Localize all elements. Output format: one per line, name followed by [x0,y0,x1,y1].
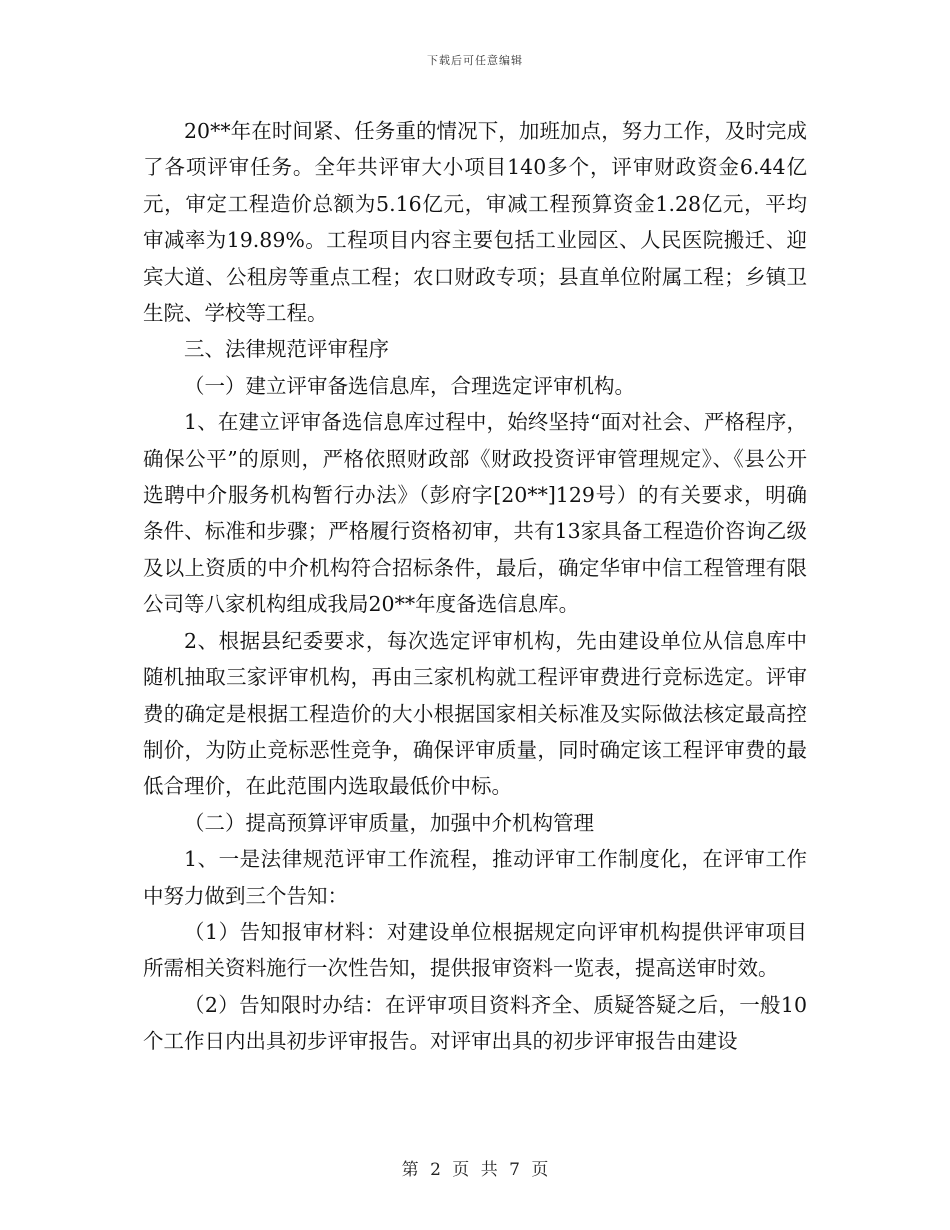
subheading-2: （二）提高预算评审质量，加强中介机构管理 [184,810,594,835]
paragraph-item-2: 2、根据县纪委要求，每次选定评审机构，先由建设单位从信息库中随机抽取三家评审机构，再由三家机构就工程评审费进行竞标选定。评审费的确定是根据工程造价的大小根据国家相关标准及实际做法核定最高控制价，为防止竞标恶性竞争，确保评审质量，同时确定该工程评审费的最低合理价，在此范围内选取最低价中标。 [143,628,807,799]
paragraph-item-workflow: 1、一是法律规范评审工作流程，推动评审工作制度化，在评审工作中努力做到三个告知： [143,847,807,908]
paragraph-item-1: 1、在建立评审备选信息库过程中，始终坚持“面对社会、严格程序，确保公平”的原则，严格依照财政部《财政投资评审管理规定》、《县公开选聘中介服务机构暂行办法》（彭府字[20**]129号）的有关要求，明确条件、标准和步骤；严格履行资格初审，共有13家具备工程造价咨询乙级及以上资质的中介机构符合招标条件，最后，确定华审中信工程管理有限公司等八家机构组成我局20**年度备选信息库。 [143,410,807,617]
paragraph-notice-1: （1）告知报审材料：对建设单位根据规定向评审机构提供评审项目所需相关资料施行一次性告知，提供报审资料一览表，提高送审时效。 [143,919,807,981]
subheading-1: （一）建立评审备选信息库，合理选定评审机构。 [184,373,635,398]
paragraph-notice-2: （2）告知限时办结：在评审项目资料齐全、质疑答疑之后，一般10个工作日内出具初步评审报告。对评审出具的初步评审报告由建设 [143,992,807,1054]
page-number: 第 2 页 共 7 页 [401,1160,549,1180]
document-body [143,113,807,1060]
page-header: 下载后可任意编辑 [427,54,523,67]
paragraph-summary: 20**年在时间紧、任务重的情况下，加班加点，努力工作，及时完成了各项评审任务。全年共评审大小项目140多个，评审财政资金6.44亿元，审定工程造价总额为5.16亿元，审减工程预算资金1.28亿元，平均审减率为19.89%。工程项目内容主要包括工业园区、人民医院搬迁、迎宾大道、公租房等重点工程；农口财政专项；县直单位附属工程；乡镇卫生院、学校等工程。 [143,119,807,326]
section-heading-3: 三、法律规范评审程序 [184,337,389,362]
